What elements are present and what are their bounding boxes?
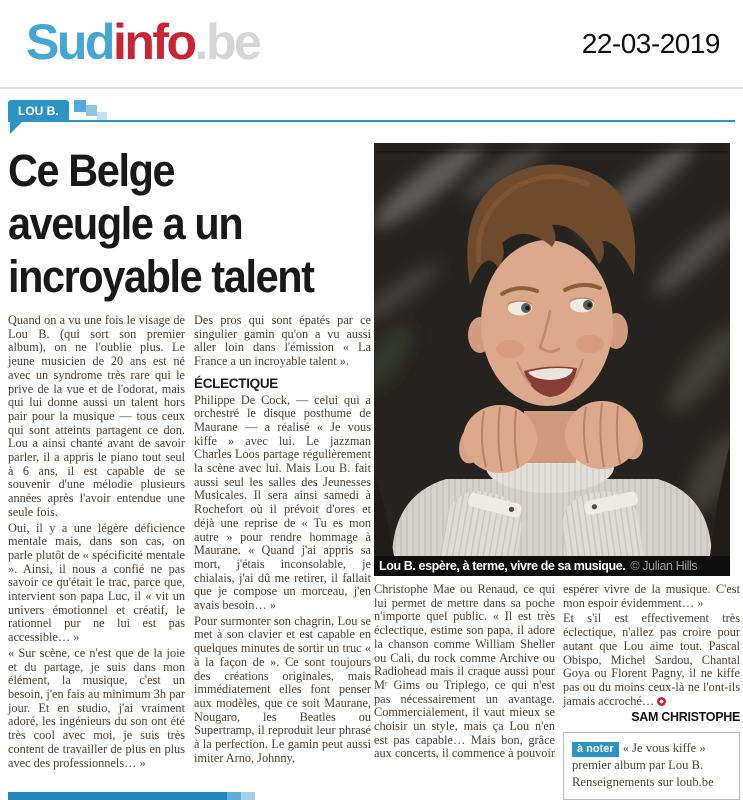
bar-pixel-decoration bbox=[227, 792, 241, 800]
tag-pixel-decoration bbox=[86, 105, 97, 116]
section-tag-tail bbox=[10, 122, 22, 134]
paragraph: Quand on a vu une fois le visage de Lou B. (qui sort son premier album), on ne l'oublie plus. Le jeune musicien de 20 ans est né avec un syndrome très rare qui le prive de la vue et de l'odorat, mais qui lui donne aussi un talent hors pair pour la musique — tous ceux qui sont atteints partagent ce don. Lou a ainsi chanté avant de savoir parler, il a appris le piano tout seul à 6 ans, il est capable de se souvenir d'une mélodie plusieurs années après l'avoir entendue une seule fois. bbox=[8, 313, 185, 519]
paragraph: Des pros qui sont épatés par ce singulier gamin qu'on a vu aussi aller loin dans l'émission « La France a un incroyable talent ». bbox=[194, 313, 371, 369]
photo-caption: Lou B. espère, à terme, vivre de sa musique. bbox=[379, 559, 626, 573]
article-column-1 bbox=[8, 314, 185, 772]
author-byline: SAM CHRISTOPHE bbox=[631, 710, 740, 725]
headline-line: incroyable talent bbox=[8, 251, 314, 302]
note-tag: à noter bbox=[572, 742, 619, 757]
sudinfo-logo bbox=[26, 14, 259, 70]
portrait-photo-illustration bbox=[374, 143, 730, 556]
article-photo bbox=[374, 143, 730, 576]
paragraph: « Sur scène, ce n'est que de la joie et du partage, je suis dans mon élément, la musique, c'est un besoin, j'en fais au minimum 3h par jour. Et en studio, j'ai vraiment adoré, les ingénieurs du son ont été très cool avec moi, je suis très content de travailler de plus en plus avec des professionnels… » bbox=[8, 645, 185, 770]
issue-date: 22-03-2019 bbox=[581, 28, 720, 59]
paragraph-text: Et s'il est effectivement très éclectique, n'allez pas croire pour autant que Lou aime tout. Pascal Obispo, Michel Sardou, Chantal Goya ou Florent Pagny, il ne kiffe pas ou du moins ceux-là ne l'ont-ils jamais accroché… bbox=[563, 611, 740, 708]
article-column-2 bbox=[194, 314, 371, 768]
subheading: ÉCLECTIQUE bbox=[194, 375, 279, 391]
paragraph: Christophe Mae ou Renaud, ce qui lui permet de mettre dans sa poche n'importe quel public. « Il est très éclectique, estime son papa, il adore la chanson comme William Sheller ou Cali, du rock comme Archive ou Radiohead mais il craque aussi pour Mʳ Gims ou Triplego, ce qui n'est pas nécessairement un avantage. Commercialement, il vaut mieux se choisir un style, mais ça Lou n'en est pas capable… Mais bon, grâce aux concerts, il commence à pouvoir bbox=[374, 582, 555, 761]
headline-line: Ce Belge bbox=[8, 145, 175, 196]
note-text: « Je vous kiffe » premier album par Lou B. Renseignements sur loub.be bbox=[572, 741, 714, 790]
note-box bbox=[563, 732, 740, 800]
paragraph: Oui, il y a une légère déficience mentale mais, dans son cas, on parle plutôt de « spécificité mentale ». Ainsi, il nous a confié ne pas savoir ce qu'était le trac, parce que, intervient son papa Luc, il « vit un univers émotionnel et créatif, le rationnel pur ne lui est pas accessible… » bbox=[8, 520, 185, 645]
headline-line: aveugle a un bbox=[8, 198, 243, 249]
photo-credit: © Julian Hills bbox=[630, 559, 698, 573]
article-column-3 bbox=[374, 583, 555, 763]
section-rule bbox=[8, 120, 735, 122]
paragraph bbox=[563, 612, 740, 708]
masthead-divider bbox=[0, 87, 743, 89]
logo-part-info: info bbox=[112, 14, 195, 70]
article-headline bbox=[8, 144, 371, 303]
logo-part-sud: Sud bbox=[26, 14, 113, 70]
paragraph: Pour surmonter son chagrin, Lou se met à son clavier et est capable en quelques minutes de sortir un truc « à la façon de ». Ce sont toujours des créations originales, mais immédiatement elles font penser aux modèles, que ce soit Maurane, Nougaro, les Beatles ou Supertramp, il reproduit leur phrasé à la perfection. Le gamin peut aussi imiter Arno, Johnny, bbox=[194, 613, 371, 765]
tag-pixel-decoration bbox=[74, 100, 86, 112]
next-section-bar bbox=[8, 792, 255, 800]
logo-part-be: .be bbox=[194, 14, 260, 70]
paragraph: Philippe De Cock, — celui qui a orchestré le disque posthume de Maurane — a réalisé « Je vous kiffe » avec lui. Le jazzman Charles Loos partage régulièrement la scène avec lui. Mais Lou B. fait aussi seul les salles des Jeunesses Musicales. Il sera ainsi samedi à Rochefort où il prévoit d'ores et déjà une reprise de « Tu es mon autre » pour rendre hommage à Maurane. « Quand j'ai appris sa mort, j'étais inconsolable, je chialais, j'ai dû me retirer, il fallait que je compose un morceau, j'en avais besoin… » bbox=[194, 392, 371, 613]
photo-caption-bar bbox=[374, 556, 730, 576]
bar-pixel-decoration bbox=[241, 792, 255, 800]
section-tag: LOU B. bbox=[8, 100, 69, 122]
article-column-4 bbox=[563, 583, 740, 800]
end-of-article-dot-icon bbox=[657, 697, 666, 706]
paragraph: espérer vivre de la musique. C'est mon espoir évidemment… » bbox=[563, 582, 740, 610]
